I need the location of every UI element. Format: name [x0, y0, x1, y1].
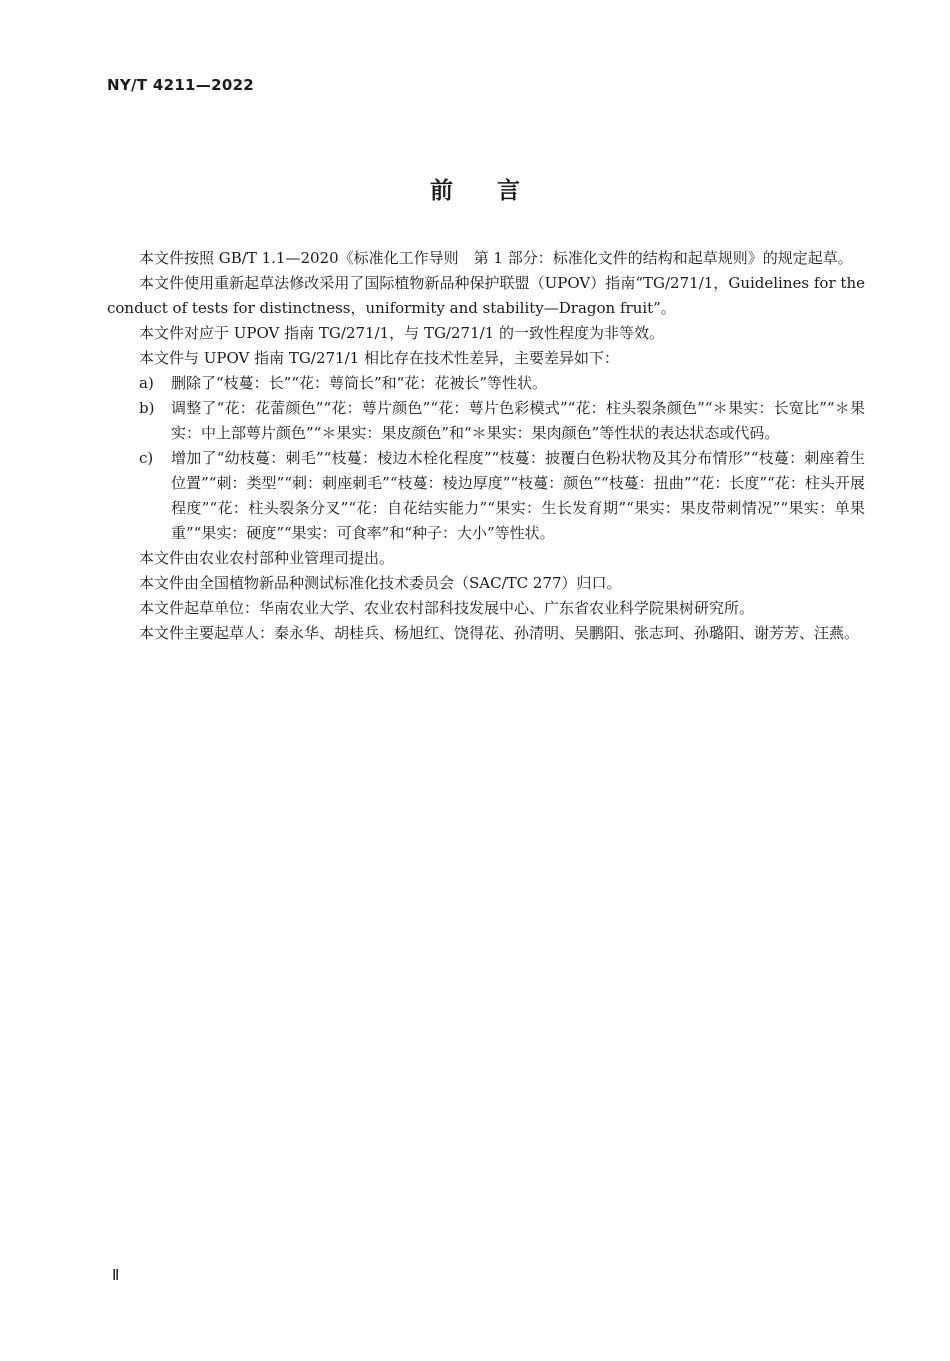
paragraph-drafting-units: 本文件起草单位：华南农业大学、农业农村部科技发展中心、广东省农业科学院果树研究所。: [139, 599, 755, 617]
title-part-2: 言: [497, 178, 520, 204]
list-item-text: 删除了“枝蔓：长”“花：萼筒长”和“花：花被长”等性状。: [171, 374, 548, 392]
paragraph-drafters: 本文件主要起草人：秦永华、胡桂兵、杨旭红、饶得花、孙清明、吴鹏阳、张志珂、孙璐阳、谢芳芳、汪燕。: [139, 624, 860, 642]
title-part-1: 前: [430, 178, 453, 204]
paragraph-committee: 本文件由全国植物新品种测试标准化技术委员会（SAC/TC 277）归口。: [139, 574, 622, 592]
list-item-text: 调整了“花：花蕾颜色”“花：萼片颜色”“花：萼片色彩模式”“花：柱头裂条颜色”“＊果实：长宽比”“＊果实：中上部萼片颜色”“＊果实：果皮颜色”和“＊果实：果肉颜色”等性状的表达状态或代码。: [171, 399, 865, 442]
paragraph-differences-intro: 本文件与 UPOV 指南 TG/271/1 相比存在技术性差异，主要差异如下：: [139, 349, 619, 367]
paragraph-proposer: 本文件由农业农村部种业管理司提出。: [139, 549, 395, 567]
list-item-marker: a): [139, 374, 154, 392]
list-item: [107, 446, 865, 546]
list-item: [107, 371, 865, 396]
paragraph-upov-adoption: 本文件使用重新起草法修改采用了国际植物新品种保护联盟（UPOV）指南“TG/271/1，Guidelines for the conduct of tests for distinctness，uniformity and stability—Dragon fruit”。: [107, 274, 865, 317]
document-number: NY/T 4211—2022: [107, 76, 255, 94]
page-number: Ⅱ: [112, 1266, 120, 1284]
foreword-body: [107, 246, 865, 646]
list-item-text: 增加了“幼枝蔓：刺毛”“枝蔓：棱边木栓化程度”“枝蔓：披覆白色粉状物及其分布情形”“枝蔓：刺座着生位置”“刺：类型”“刺：刺座刺毛”“枝蔓：棱边厚度”“枝蔓：颜色”“枝蔓：扭曲”“花：长度”“花：柱头开展程度”“花：柱头裂条分叉”“花：自花结实能力”“果实：生长发育期”“果实：果皮带刺情况”“果实：单果重”“果实：硬度”“果实：可食率”和“种子：大小”等性状。: [171, 449, 865, 542]
paragraph-drafting-rules: 本文件按照 GB/T 1.1—2020《标准化工作导则 第 1 部分：标准化文件的结构和起草规则》的规定起草。: [139, 249, 853, 267]
page-title: [0, 172, 950, 205]
paragraph-correspondence: 本文件对应于 UPOV 指南 TG/271/1，与 TG/271/1 的一致性程度为非等效。: [139, 324, 664, 342]
list-item-marker: b): [139, 399, 155, 417]
list-item-marker: c): [139, 449, 154, 467]
list-item: [107, 396, 865, 446]
